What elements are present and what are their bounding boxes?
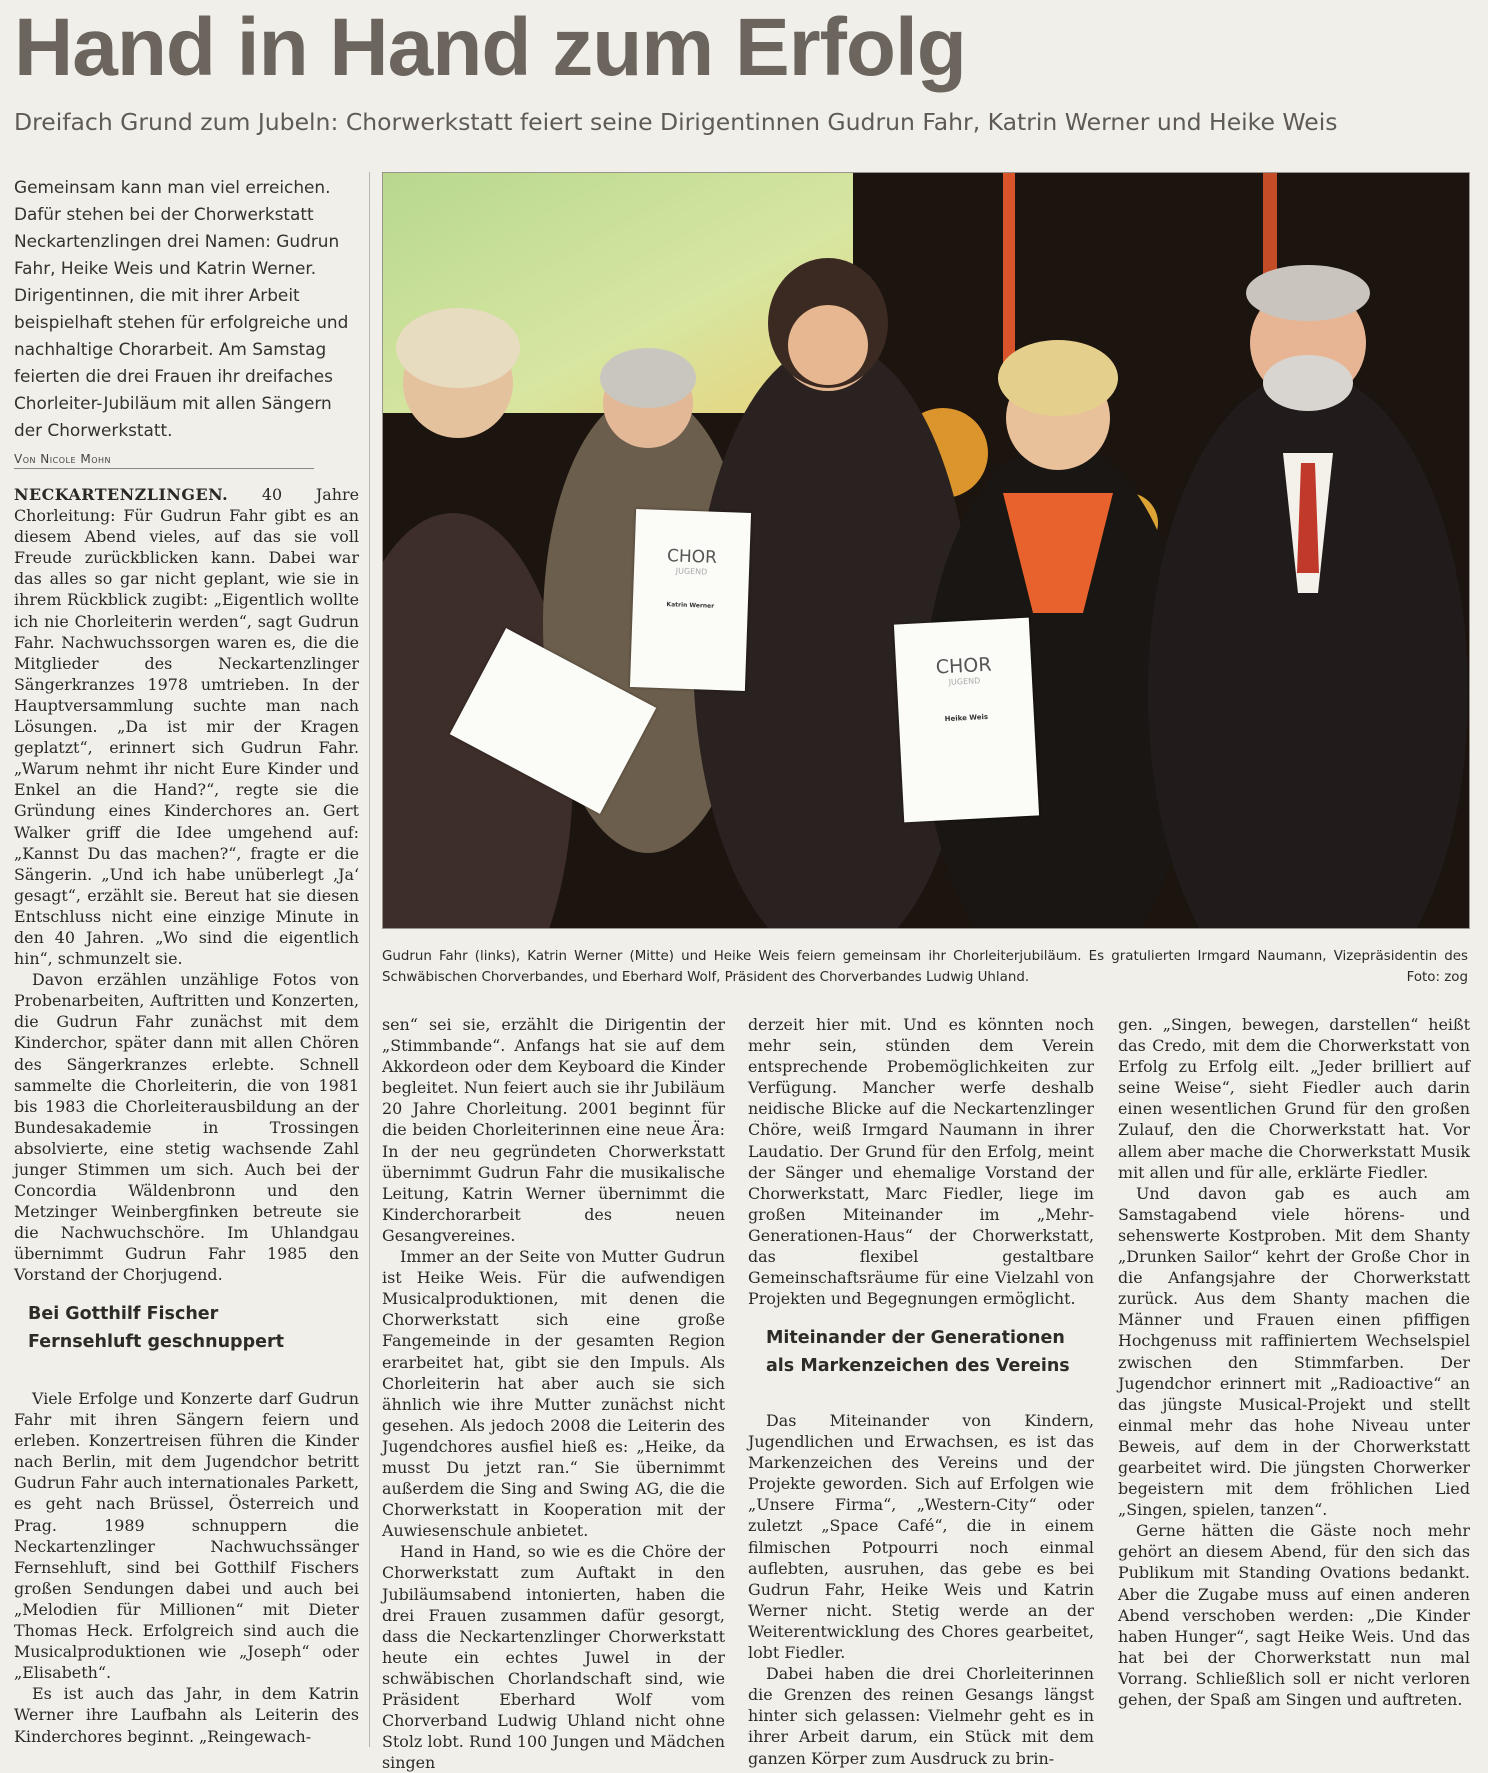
paragraph: Hand in Hand, so wie es die Chöre der Chorwerkstatt zum Auftakt in den Jubiläumsabend intonierten, haben die drei Frauen zusammen dafür gesorgt, dass die Neckartenzlinger Chorwerkstatt heute ein echtes Juwel in der schwäbischen Chorlandschaft sind, wie Präsident Eberhard Wolf vom Chorverband Ludwig Uhland nicht ohne Stolz lobt. Rund 100 Jungen und Mädchen singen [382,1542,725,1773]
article-column-3-top [748,1014,1094,1309]
paragraph: NECKARTENZLINGEN. 40 Jahre Chorleitung: Für Gudrun Fahr gibt es an diesem Abend vieles, auf das sie voll Freude zurückblicken kann. Dabei war das alles so gar nicht geplant, wie sie in ihrem Rückblick zugibt: „Eigentlich wollte ich nie Chorleiterin werden“, sagt Gudrun Fahr. Nachwuchssorgen waren es, die die Mitglieder des Neckartenzlinger Sängerkranzes 1978 umtrieben. In der Hauptversammlung suchte man nach Lösungen. „Da ist mir der Kragen geplatzt“, erinnert sich Gudrun Fahr. „Warum nehmt ihr nicht Eure Kinder und Enkel an die Hand?“, regte sie die Gründung eines Kinderchores an. Gert Walker griff die Idee umgehend auf: „Kannst Du das machen?“, fragte er die Sängerin. „Und ich habe unüberlegt ‚Ja‘ gesagt“, erzählt sie. Bereut hat sie diesen Entschluss nicht eine einzige Minute in den 40 Jahren. „Wo sind die eigentlich hin“, schmunzelt sie. [14,485,359,969]
paragraph: Dabei haben die drei Chorleiterinnen die Grenzen des reinen Gesangs längst hinter sich gelassen: Vielmehr geht es in ihrer Arbeit darum, ein Stück mit dem ganzen Körper zum Ausdruck zu brin- [748,1664,1094,1768]
article-column-1-top [14,484,359,1286]
paragraph: sen“ sei sie, erzählt die Dirigentin der „Stimmbande“. Anfangs hat sie auf dem Akkordeon oder dem Keyboard die Kinder begleitet. Nun feiert auch sie ihr Jubiläum 20 Jahre Chorleitung. 2001 beginnt für die beiden Chorleiterinnen eine neue Ära: In der neu gegründeten Chorwerkstatt übernimmt Gudrun Fahr die musikalische Leitung, Katrin Werner übernimmt die Kinderchorarbeit des neuen Gesangvereines. [382,1015,725,1245]
paragraph: derzeit hier mit. Und es könnten noch mehr sein, stünden dem Verein entsprechende Probemöglichkeiten zur Verfügung. Mancher werfe deshalb neidische Blicke auf die Neckartenzlinger Chöre, weiß Irmgard Naumann in ihrer Laudatio. Der Grund für den Erfolg, meint der Sänger und ehemalige Vorstand der Chorwerkstatt, Marc Fiedler, liege im großen Miteinander im „Mehr-Generationen-Haus“ der Chorwerkstatt, das flexibel gestaltbare Gemeinschaftsräume für eine Vielzahl von Projekten und Begegnungen ermöglicht. [748,1015,1094,1309]
article-column-2 [382,1014,725,1773]
paragraph: Das Miteinander von Kindern, Jugendlichen und Erwachsen, es ist das Markenzeichen des Vereins und der Projekte geworden. Sich auf Erfolgen wie „Unsere Firma“, „Western-City“ oder zuletzt „Space Café“, die in einem filmischen Potpourri noch einmal auflebten, ausruhen, das gebe es bei Gudrun Fahr, Heike Weis und Katrin Werner nicht. Stetig werde an der Weiterentwicklung des Chores gearbeitet, lobt Fiedler. [748,1411,1094,1663]
certificate-katrin-werner: CHOR JUGEND Katrin Werner [630,509,751,691]
paragraph: Davon erzählen unzählige Fotos von Probenarbeiten, Auftritten und Konzerten, die Gudrun Fahr zunächst mit dem Kinderchor, später dann mit allen Chören des Sängerkranzes erlebte. Schnell sammelte die Chorleiterin, die von 1981 bis 1983 die Chorleiterausbildung an der Bundesakademie in Trossingen absolvierte, eine stetig wachsende Zahl junger Stimmen um sich. Auch bei der Concordia Wäldenbronn und den Metzinger Weinbergfinken betreute sie die Nachwuchschöre. Im Uhlandgau übernimmt Gudrun Fahr 1985 den Vorstand der Chorjugend. [14,970,359,1285]
certificate-heike-weis: CHOR JUGEND Heike Weis [894,618,1039,823]
paragraph: gen. „Singen, bewegen, darstellen“ heißt das Credo, mit dem die Chorwerkstatt von Erfolg zu Erfolg eilt. „Jeder brilliert auf seine Weise“, sieht Fiedler auch darin einen wesentlichen Grund für den großen Zulauf, den die Chorwerkstatt hat. Vor allem aber mache die Chorwerkstatt Musik mit allen und für alle, erklärte Fiedler. [1118,1015,1470,1182]
column-divider [369,172,370,1747]
article-column-1-bottom [14,1388,359,1747]
byline: Von Nicole Mohn [14,452,314,469]
subhead-generationen: Miteinander der Generationen als Markenzeichen des Vereins [766,1328,1070,1376]
paragraph: Gerne hätten die Gäste noch mehr gehört an diesem Abend, für den sich das Publikum mit Standing Ovations bedankt. Aber die Zugabe muss auf einen anderen Abend verschoben werden: „Die Kinder haben Hunger“, sagt Heike Weis. Und das hat bei der Chorwerkstatt nun mal Vorrang. Schließlich soll er nicht verloren gehen, der Spaß am Singen und auftreten. [1118,1521,1470,1709]
award-photo [382,172,1470,929]
subhead-gotthilf-fischer: Bei Gotthilf Fischer Fernsehluft geschnuppert [28,1304,284,1352]
article-column-3-bottom [748,1410,1094,1769]
paragraph: Immer an der Seite von Mutter Gudrun ist Heike Weis. Für die aufwendigen Musicalproduktionen, mit denen die Chorwerkstatt sich eine große Fangemeinde in der gesamten Region erarbeitet hat, gibt sie den Impuls. Als Chorleiterin hat aber auch sie sich ähnlich wie ihre Mutter zunächst nicht gesehen. Als jedoch 2008 die Leiterin des Jugendchores ausfiel hieß es: „Heike, da musst Du jetzt ran.“ Sie übernimmt außerdem die Sing and Swing AG, die die Chorwerkstatt in Kooperation mit der Auwiesenschule anbietet. [382,1247,725,1541]
paragraph: Es ist auch das Jahr, in dem Katrin Werner ihre Laufbahn als Leiterin des Kinderchores beginnt. „Reingewach- [14,1684,359,1746]
photo-credit: Foto: zog [1406,970,1468,985]
paragraph: Und davon gab es auch am Samstagabend viele hörens- und sehenswerte Kostproben. Mit dem Shanty „Drunken Sailor“ kehrt der Große Chor in die Anfangsjahre der Chorwerkstatt zurück. Aus dem Shanty machen die Männer und Frauen einen pfiffigen Hochgenuss mit raffiniertem Wechselspiel zwischen den Stimmfarben. Der Jugendchor erinnert mit „Radioactive“ an das jüngste Musical-Projekt und stellt einmal mehr das hohe Niveau unter Beweis, auf dem in der Chorwerkstatt gearbeitet wird. Die jüngsten Chorwerker begeistern mit dem fröhlichen Lied „Singen, spielen, tanzen“. [1118,1183,1470,1520]
article-column-4 [1118,1014,1470,1710]
dateline: NECKARTENZLINGEN. [14,485,229,504]
paragraph: Viele Erfolge und Konzerte darf Gudrun Fahr mit ihren Sängern feiern und erleben. Konzertreisen führen die Kinder nach Berlin, mit dem Jugendchor betritt Gudrun Fahr auch internationales Parkett, es geht nach Brüssel, Österreich und Prag. 1989 schnuppern die Neckartenzlinger Nachwuchssänger Fernsehluft, sind bei Gotthilf Fischers großen Sendungen dabei und auch bei „Melodien für Millionen“ mit Dieter Thomas Heck. Erfolgreich sind auch die Musicalproduktionen wie „Joseph“ oder „Elisabeth“. [14,1389,359,1683]
subheadline: Dreifach Grund zum Jubeln: Chorwerkstatt feiert seine Dirigentinnen Gudrun Fahr, Katrin Werner und Heike Weis [14,108,1338,136]
photo-caption: Gudrun Fahr (links), Katrin Werner (Mitte) und Heike Weis feiern gemeinsam ihr Chorleiterjubiläum. Es gratulierten Irmgard Naumann, Vizepräsidentin des Schwäbischen Chorverbandes, und Eberhard Wolf, Präsident des Chorverbandes Ludwig Uhland. Foto: zog [382,946,1468,988]
teaser: Gemeinsam kann man viel erreichen. Dafür stehen bei der Chorwerkstatt Neckartenzlingen drei Namen: Gudrun Fahr, Heike Weis und Katrin Werner. Dirigentinnen, die mit ihrer Arbeit beispielhaft stehen für erfolgreiche und nachhaltige Chorarbeit. Am Samstag feierten die drei Frauen ihr dreifaches Chorleiter-Jubiläum mit allen Sängern der Chorwerkstatt. [14,177,349,440]
headline: Hand in Hand zum Erfolg [14,2,966,93]
